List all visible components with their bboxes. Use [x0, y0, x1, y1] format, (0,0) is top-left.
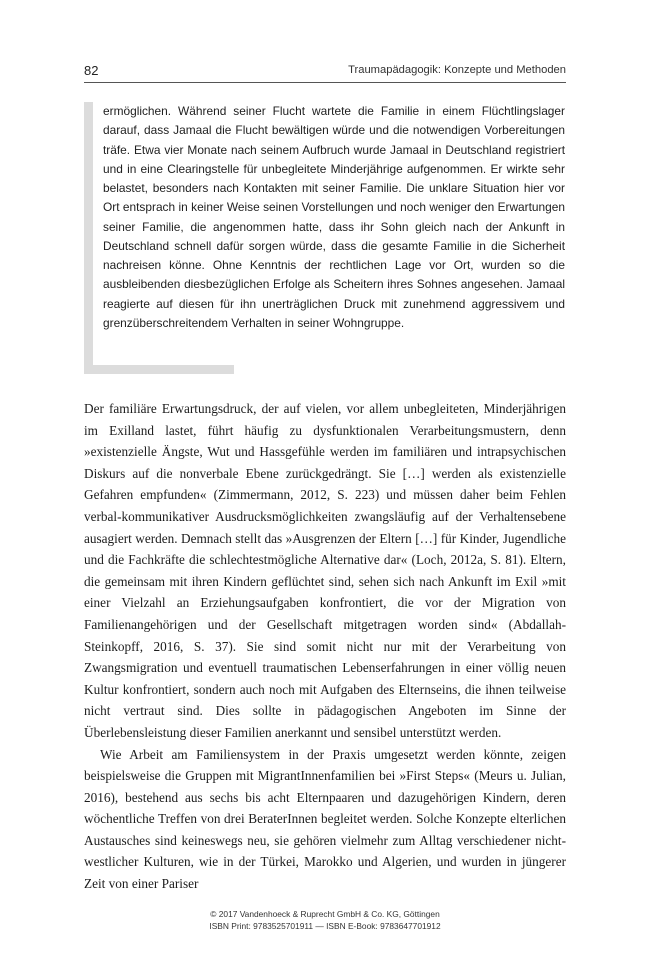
copyright-footer	[0, 908, 650, 932]
running-header-title: Traumapädagogik: Konzepte und Methoden	[348, 64, 566, 76]
body-text	[84, 398, 566, 895]
header-rule	[84, 82, 566, 83]
page-number: 82	[84, 63, 99, 78]
body-paragraph-2: Wie Arbeit am Familiensystem in der Praxis umgesetzt werden könnte, zeigen beispielsweise die Gruppen mit MigrantInnenfamilien bei »First Steps« (Meurs u. Julian, 2016), bestehend aus sechs bis acht Elternpaaren und dazugehörigen Kindern, deren wöchentliche Treffen von drei BeraterInnen begleitet werden. Solche Konzepte elterlichen Austausches sind keineswegs neu, sie gehören vielmehr zum Alltag verschiedener nicht-westlicher Kulturen, wie in der Türkei, Marokko und Algerien, und wurden in jüngerer Zeit von einer Pariser	[84, 746, 566, 892]
case-example-text: ermöglichen. Während seiner Flucht wartete die Familie in einem Flüchtlingslager darauf, dass Jamaal die Flucht bewältigen würde und die notwendigen Vorbereitungen träfe. Etwa vier Monate nach seinem Aufbruch wurde Jamaal in Deutschland registriert und in eine Clearingstelle für unbegleitete Minderjährige aufgenommen. Er wirkte sehr belastet, besonders nach Kontakten mit seiner Familie. Die unklare Situation hier vor Ort entsprach in keiner Weise seinen Vorstellungen und noch weniger den Erwartungen seiner Familie, die angenommen hatte, dass ihr Sohn gleich nach der Ankunft in Deutschland schnell dafür sorgen würde, dass die gesamte Familie in die Sicherheit nachreisen könne. Ohne Kenntnis der rechtlichen Lage vor Ort, wurden so die ausbleibenden diesbezüglichen Erfolge als Scheitern ihres Sohnes angesehen. Jamaal reagierte auf diesen für ihn unerträglichen Druck mit zunehmend aggressivem und grenzüberschreitendem Verhalten in seiner Wohngruppe.	[103, 104, 565, 330]
case-box-vertical-bar	[84, 102, 93, 374]
case-box-bottom-bar	[84, 365, 234, 374]
footer-isbn-line: ISBN Print: 9783525701911 — ISBN E-Book: 9783647701912	[209, 921, 441, 931]
footer-copyright-line: © 2017 Vandenhoeck & Ruprecht GmbH & Co. KG, Göttingen	[210, 909, 440, 919]
body-paragraph-1: Der familiäre Erwartungsdruck, der auf vielen, vor allem unbegleiteten, Minderjährigen im Exilland lastet, führt häufig zu dysfunktionalen Verarbeitungsmustern, denn »existenzielle Ängste, Wut und Hassgefühle werden im familiären und intrapsychischen Diskurs auf die nonverbale Ebene zurückgedrängt. Sie […] werden als existenzielle Gefahren empfunden« (Zimmermann, 2012, S. 223) und müssen daher beim Fehlen verbal-kommunikativer Ausdrucksmöglichkeiten zwangsläufig auf der Verhaltensebene ausagiert werden. Demnach stellt das »Ausgrenzen der Eltern […] für Kinder, Jugendliche und die Fachkräfte die schlechtestmögliche Alternative dar« (Loch, 2012a, S. 81). Eltern, die gemeinsam mit ihren Kindern geflüchtet sind, sehen sich nach Ankunft im Exil »mit einer Vielzahl an Erziehungsaufgaben konfrontiert, die vor der Migration von Familienangehörigen und der Gesellschaft mitgetragen worden sind« (Abdallah-Steinkopff, 2016, S. 37). Sie sind somit nicht nur mit der Verarbeitung von Zwangsmigration und eventuell traumatischen Lebenserfahrungen in einer völlig neuen Kultur konfrontiert, sondern auch noch mit Aufgaben des Elternseins, die ihnen teilweise nicht vertraut sind. Dies sollte in pädagogischen Angeboten im Sinne der Überlebensleistung dieser Familien anerkannt und sensibel unterstützt werden.	[84, 401, 566, 740]
